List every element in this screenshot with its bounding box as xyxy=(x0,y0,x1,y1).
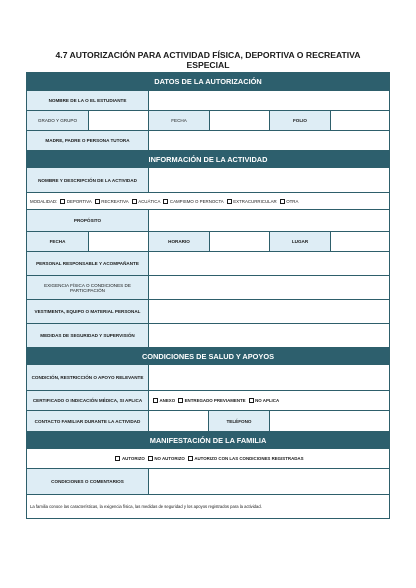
purpose-label: PROPÓSITO xyxy=(27,210,148,231)
checkbox-otra[interactable] xyxy=(280,199,285,204)
document-title: 4.7 AUTORIZACIÓN PARA ACTIVIDAD FÍSICA, DEPORTIVA O RECREATIVA ESPECIAL xyxy=(55,50,361,70)
safety-label: MEDIDAS DE SEGURIDAD Y SUPERVISIÓN xyxy=(27,324,148,347)
checkbox-entregado[interactable] xyxy=(178,398,183,403)
family-note: La familia conoce las características, la exigencia física, las medidas de seguridad y los apoyos registrados para la actividad. xyxy=(27,495,389,518)
family-option-label: NO AUTORIZO xyxy=(154,456,185,461)
modality-option-label: EXTRACURRICULAR xyxy=(233,198,277,204)
comments-field[interactable] xyxy=(148,469,389,494)
family-option-label: AUTORIZO xyxy=(121,456,145,461)
purpose-row xyxy=(27,209,389,231)
guardian-label: MADRE, PADRE O PERSONA TUTORA xyxy=(27,131,148,150)
student-name-row xyxy=(27,90,389,110)
responsible-row xyxy=(27,251,389,275)
guardian-row xyxy=(27,130,389,150)
certificate-option-label: ANEXO xyxy=(159,398,176,403)
comments-label: CONDICIONES O COMENTARIOS xyxy=(27,469,148,494)
modality-label: MODALIDAD: xyxy=(30,198,58,204)
place-label: LUGAR xyxy=(269,232,330,251)
certificate-row xyxy=(27,390,389,410)
modality-options xyxy=(27,193,389,209)
clothing-row xyxy=(27,299,389,323)
comments-row xyxy=(27,468,389,494)
phone-label: TELÉFONO xyxy=(208,411,269,431)
grade-label: GRADO Y GRUPO xyxy=(27,111,88,130)
condition-field[interactable] xyxy=(148,365,389,390)
checkbox-autorizo[interactable] xyxy=(115,456,120,461)
demand-label: EXIGENCIA FÍSICA O CONDICIONES DE PARTICIPACIÓN xyxy=(27,276,148,299)
demand-row xyxy=(27,275,389,299)
purpose-field[interactable] xyxy=(148,210,389,231)
checkbox-acuatica[interactable] xyxy=(132,199,137,204)
activity-name-label: NOMBRE Y DESCRIPCIÓN DE LA ACTIVIDAD xyxy=(27,168,148,192)
family-section-header: MANIFESTACIÓN DE LA FAMILIA xyxy=(27,432,389,448)
contact-field[interactable] xyxy=(148,411,208,431)
modality-option-label: DEPORTIVA xyxy=(66,198,92,204)
family-options-row xyxy=(27,448,389,468)
checkbox-no-autorizo[interactable] xyxy=(148,456,153,461)
authorization-section-header: DATOS DE LA AUTORIZACIÓN xyxy=(27,73,389,90)
activity-date-label: FECHA xyxy=(27,232,88,251)
family-header-row xyxy=(27,431,389,448)
clothing-label: VESTIMENTA, EQUIPO O MATERIAL PERSONAL xyxy=(27,300,148,323)
contact-row xyxy=(27,410,389,431)
grade-date-folio-row xyxy=(27,110,389,130)
family-option-label: AUTORIZO CON LAS CONDICIONES REGISTRADAS xyxy=(194,456,304,461)
responsible-field[interactable] xyxy=(148,252,389,275)
activity-name-row xyxy=(27,167,389,192)
safety-row xyxy=(27,323,389,347)
modality-option-label: ACUÁTICA xyxy=(138,198,161,204)
activity-name-field[interactable] xyxy=(148,168,389,192)
condition-row xyxy=(27,364,389,390)
date-field[interactable] xyxy=(209,111,269,130)
checkbox-campismo[interactable] xyxy=(163,199,168,204)
schedule-label: HORARIO xyxy=(148,232,209,251)
certificate-options xyxy=(148,391,389,410)
date-schedule-place-row xyxy=(27,231,389,251)
contact-label: CONTACTO FAMILIAR DURANTE LA ACTIVIDAD xyxy=(27,411,148,431)
family-note-row xyxy=(27,494,389,518)
activity-date-field[interactable] xyxy=(88,232,148,251)
modality-option-label: RECREATIVA xyxy=(101,198,129,204)
checkbox-extracurricular[interactable] xyxy=(227,199,232,204)
clothing-field[interactable] xyxy=(148,300,389,323)
demand-field[interactable] xyxy=(148,276,389,299)
authorization-header-row xyxy=(27,73,389,90)
student-name-field[interactable] xyxy=(148,91,389,110)
checkbox-no-aplica[interactable] xyxy=(249,398,254,403)
activity-header-row xyxy=(27,150,389,167)
grade-field[interactable] xyxy=(88,111,148,130)
certificate-option-label: NO APLICA xyxy=(255,398,280,403)
condition-label: CONDICIÓN, RESTRICCIÓN O APOYO RELEVANTE xyxy=(27,365,148,390)
certificate-label: CERTIFICADO O INDICACIÓN MÉDICA, SI APLICA xyxy=(27,391,148,410)
authorization-form xyxy=(26,72,390,519)
checkbox-deportiva[interactable] xyxy=(60,199,65,204)
folio-label: FOLIO xyxy=(269,111,330,130)
place-field[interactable] xyxy=(330,232,389,251)
guardian-field[interactable] xyxy=(148,131,389,150)
checkbox-recreativa[interactable] xyxy=(95,199,100,204)
schedule-field[interactable] xyxy=(209,232,269,251)
modality-option-label: CAMPISMO O PERNOCTA xyxy=(169,198,224,204)
modality-row xyxy=(27,192,389,209)
student-name-label: NOMBRE DE LA O EL ESTUDIANTE xyxy=(27,91,148,110)
folio-field[interactable] xyxy=(330,111,389,130)
health-section-header: CONDICIONES DE SALUD Y APOYOS xyxy=(27,348,389,364)
date-label: FECHA xyxy=(148,111,209,130)
certificate-option-label: ENTREGADO PREVIAMENTE xyxy=(184,398,246,403)
health-header-row xyxy=(27,347,389,364)
safety-field[interactable] xyxy=(148,324,389,347)
checkbox-autorizo-condiciones[interactable] xyxy=(188,456,193,461)
modality-option-label: OTRA xyxy=(286,198,299,204)
activity-section-header: INFORMACIÓN DE LA ACTIVIDAD xyxy=(27,151,389,167)
checkbox-anexo[interactable] xyxy=(153,398,158,403)
family-options xyxy=(27,449,389,468)
phone-field[interactable] xyxy=(269,411,389,431)
responsible-label: PERSONAL RESPONSABLE Y ACOMPAÑANTE xyxy=(27,252,148,275)
